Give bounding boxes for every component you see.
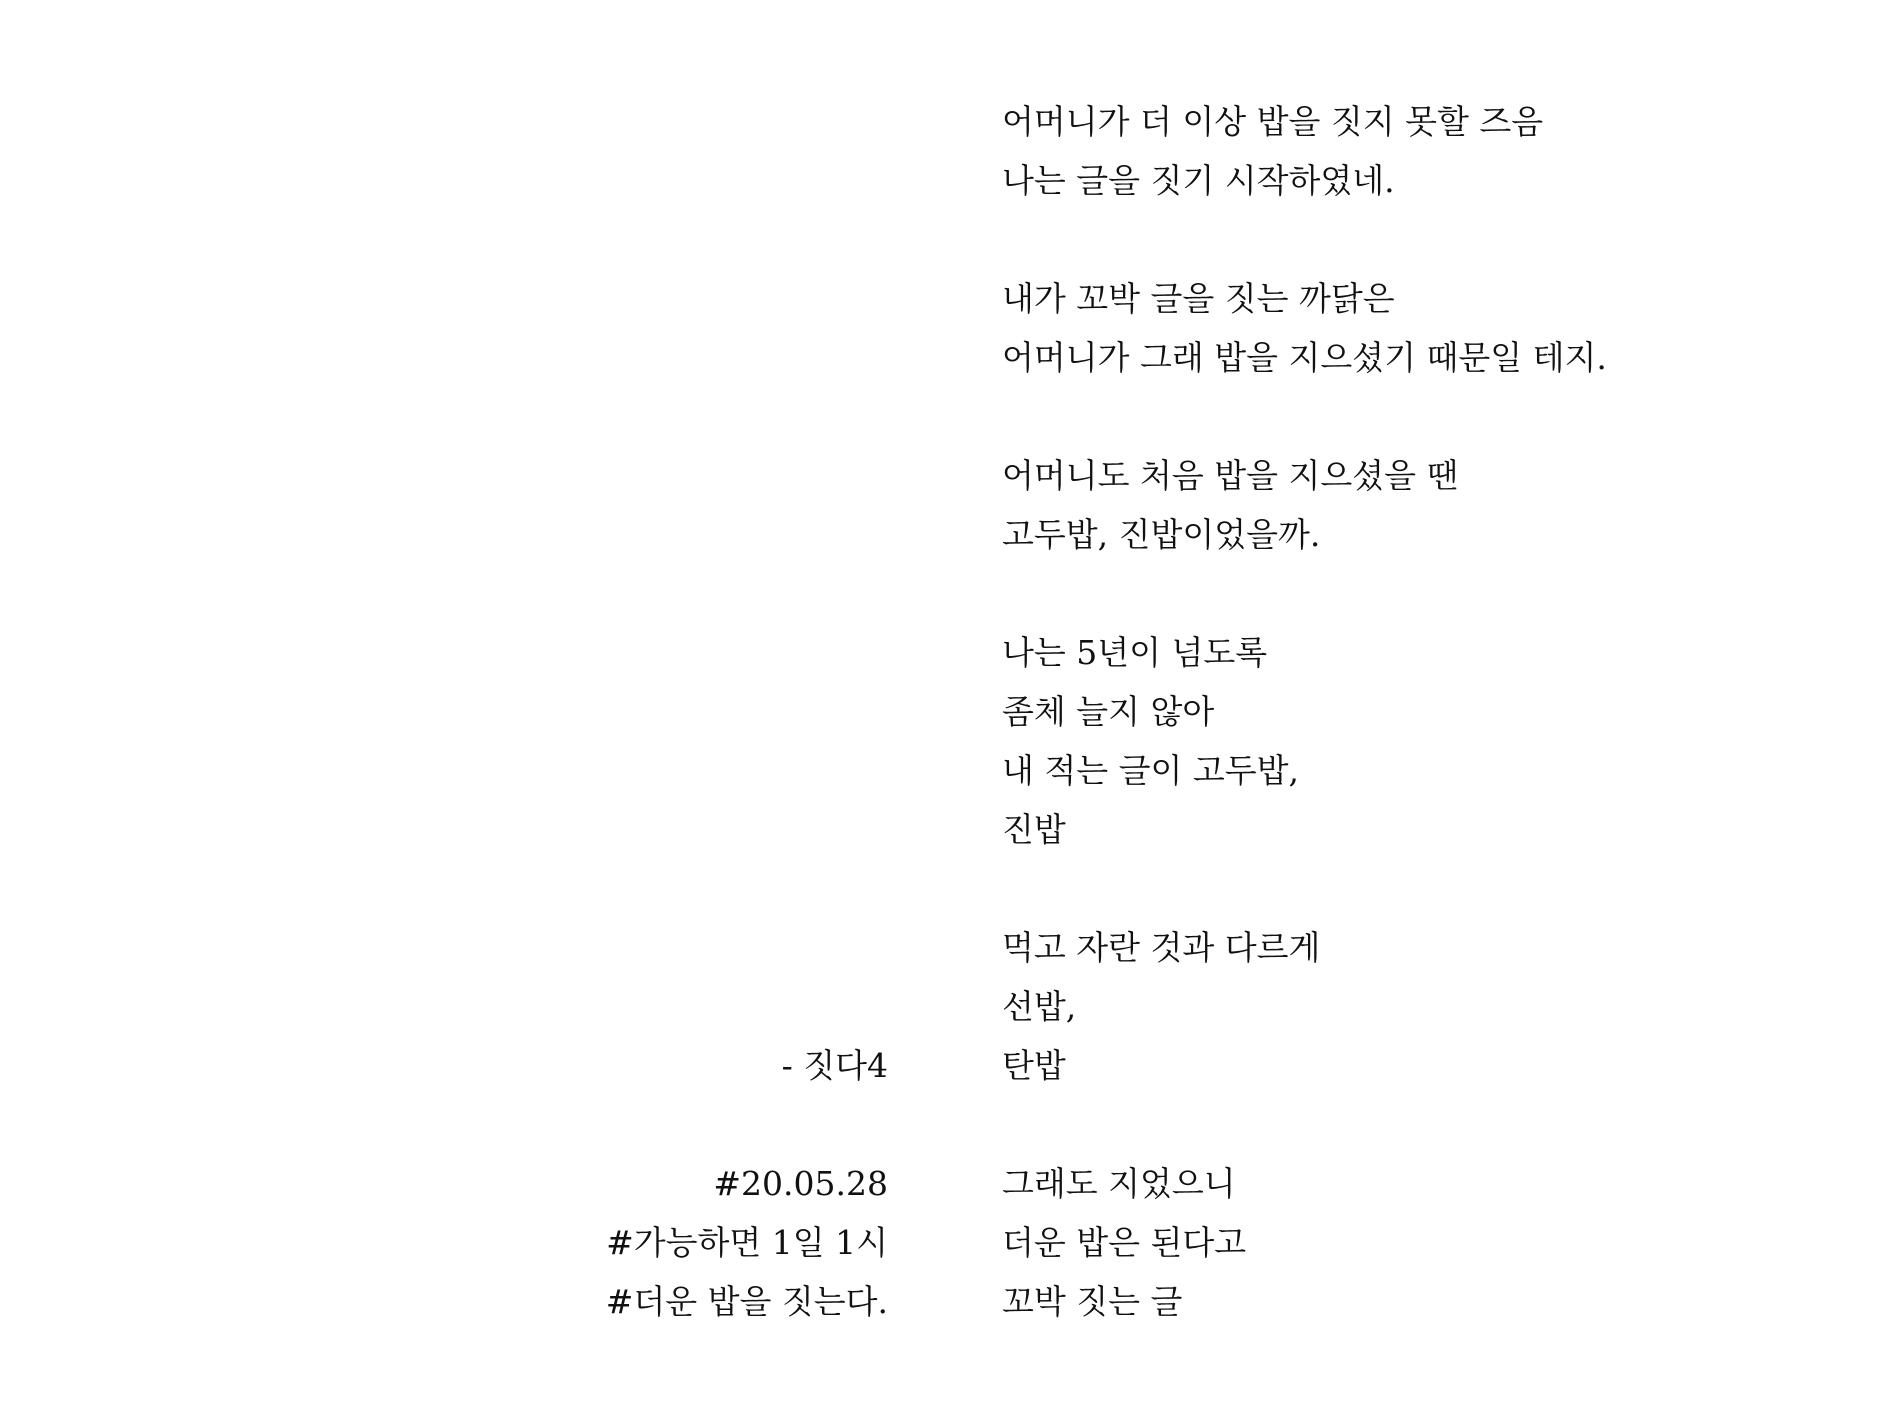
poem-line: 나는 글을 짓기 시작하였네. [1002, 161, 1395, 200]
poem-line: 탄밥 [1002, 1046, 1066, 1085]
poem-line: 내가 꼬박 글을 짓는 까닭은 [1002, 279, 1395, 318]
poem-line: 나는 5년이 넘도록 [1002, 633, 1268, 672]
poem-line: 더운 밥은 된다고 [1002, 1223, 1247, 1262]
tag-daily: #가능하면 1일 1시 [606, 1223, 888, 1262]
poem-line: 어머니도 처음 밥을 지으셨을 땐 [1002, 456, 1459, 495]
poem-line: 내 적는 글이 고두밥, [1002, 751, 1299, 790]
poem-line: 그래도 지었으니 [1002, 1164, 1236, 1203]
poem-line: 어머니가 더 이상 밥을 짓지 못할 즈음 [1002, 102, 1544, 141]
poem-line: 좀체 늘지 않아 [1002, 692, 1215, 731]
poem-line: 먹고 자란 것과 다르게 [1002, 928, 1321, 967]
tag-date: #20.05.28 [713, 1164, 888, 1203]
poem-title: - 짓다4 [781, 1046, 888, 1085]
poem-line: 진밥 [1002, 810, 1066, 849]
poem-line: 어머니가 그래 밥을 지으셨기 때문일 테지. [1002, 338, 1607, 377]
poem-line: 꼬박 짓는 글 [1002, 1282, 1183, 1321]
tag-warm-rice: #더운 밥을 짓는다. [605, 1282, 888, 1321]
poem-line: 선밥, [1002, 987, 1077, 1026]
poem-line: 고두밥, 진밥이었을까. [1002, 515, 1321, 554]
